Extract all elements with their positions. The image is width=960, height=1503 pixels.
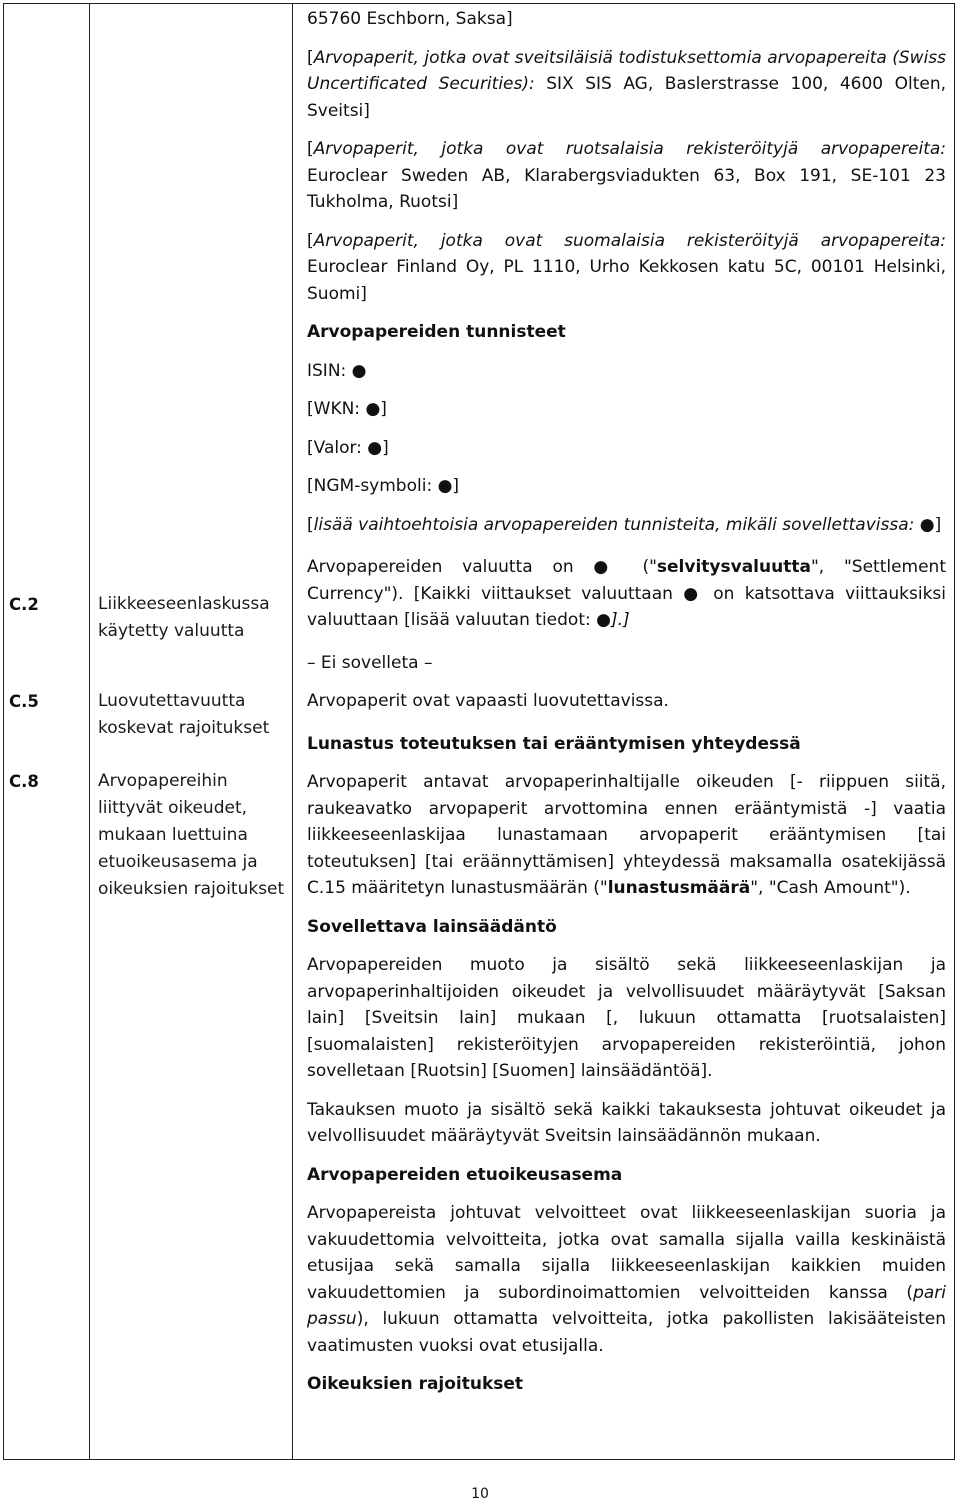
isin-line: ISIN: ●: [307, 360, 367, 381]
more-identifiers: [lisää vaihtoehtoisia arvopapereiden tunnisteita, mikäli sovellettavissa: ●]: [307, 514, 942, 535]
row-title-c2: Liikkeeseenlaskussa käytetty valuutta: [98, 594, 270, 641]
eschborn-address: 65760 Eschborn, Saksa]: [307, 9, 513, 29]
summary-table: [3, 3, 955, 1460]
wkn-line: [WKN: ●]: [307, 399, 387, 419]
swedish-clearing: [Arvopaperit, jotka ovat ruotsalaisia rekisteröityjä arvopapereita: Euroclear Sweden AB, Klarabergsviadukten 63, Box 191, SE-101 23 Tukholma, Ruotsi]: [307, 139, 946, 212]
law-text: Arvopapereiden muoto ja sisältö sekä liikkeeseenlaskijan ja arvopaperinhaltijoiden oikeudet ja velvollisuudet määräytyvät [Saksan lain] [Sveitsin lain] mukaan [, lukuun ottamatta [ruotsalaisten] [suomalaisten] rekisteröityjen arvopapereiden rekisteröintiä, johon sovelletaan [Ruotsin] [Suomen] lainsäädäntöä].: [307, 955, 946, 1081]
code-column: [4, 4, 90, 1460]
finnish-clearing: [Arvopaperit, jotka ovat suomalaisia rekisteröityjä arvopapereita: Euroclear Finland Oy, PL 1110, Urho Kekkosen katu 5C, 00101 Helsinki, Suomi]: [307, 230, 946, 304]
currency-text: Arvopapereiden valuutta on ● ("selvitysvaluutta", "Settlement Currency"). [Kaikki viittaukset valuuttaan ● on katsottava viittauksiksi valuuttaan [lisää valuutan tiedot: ●].]: [307, 557, 946, 630]
transferability-text: Arvopaperit ovat vapaasti luovutettavissa.: [307, 691, 669, 711]
redemption-text: Arvopaperit antavat arvopaperinhaltijalle oikeuden [- riippuen siitä, raukeavatko arvopaperit arvottomina ennen erääntymistä -] vaatia liikkeeseenlaskijaa lunastamaan arvopaperit erääntymisen [tai toteutuksen] [tai eräännyttämisen] yhteydessä maksamalla osatekijässä C.15 määritetyn lunastusmäärän ("lunastusmäärä", "Cash Amount").: [307, 772, 946, 898]
transferability-na: – Ei sovelleta –: [307, 652, 433, 673]
guarantee-text: Takauksen muoto ja sisältö sekä kaikki takauksesta johtuvat oikeudet ja velvollisuudet määräytyvät Sveitsin lainsäädännön mukaan.: [307, 1099, 946, 1146]
restrictions-heading: Oikeuksien rajoitukset: [307, 1374, 524, 1394]
swiss-clearing: [Arvopaperit, jotka ovat sveitsiläisiä todistuksettomia arvopapereita (Swiss Uncertificated Securities): SIX SIS AG, Baslerstrasse 100, 4600 Olten, Sveitsi]: [307, 47, 947, 121]
ranking-heading: Arvopapereiden etuoikeusasema: [307, 1164, 623, 1185]
ranking-text: Arvopapereista johtuvat velvoitteet ovat liikkeeseenlaskijan suoria ja vakuudettomia velvoitteita, jotka ovat samalla sijalla vailla keskinäistä etusijaa sekä samalla sijalla liikkeeseenlaskijan kaikkien muiden vakuudettomien ja subordinoimattomien velvoitteiden kanssa (pari passu), lukuun ottamatta velvoitteita, jotka pakollisten lakisääteisten vaatimusten vuoksi ovat etusijalla.: [307, 1203, 946, 1356]
identifiers-heading: Arvopapereiden tunnisteet: [307, 322, 566, 342]
law-heading: Sovellettava lainsäädäntö: [307, 916, 557, 937]
row-code-c2: C.2: [9, 595, 39, 614]
page-number: 10: [471, 1486, 489, 1502]
row-title-c8: Arvopapereihin liittyvät oikeudet, mukaan luettuina etuoikeusasema ja oikeuksien rajoitukset: [98, 771, 285, 899]
row-title-c5: Luovutettavuutta koskevat rajoitukset: [98, 691, 270, 738]
ngm-line: [NGM-symboli: ●]: [307, 476, 460, 496]
title-column: [90, 4, 293, 1460]
row-code-c5: C.5: [9, 692, 39, 711]
row-code-c8: C.8: [9, 772, 39, 791]
redemption-heading: Lunastus toteutuksen tai erääntymisen yhteydessä: [307, 733, 801, 754]
valor-line: [Valor: ●]: [307, 437, 389, 458]
content-column: [293, 4, 955, 1460]
